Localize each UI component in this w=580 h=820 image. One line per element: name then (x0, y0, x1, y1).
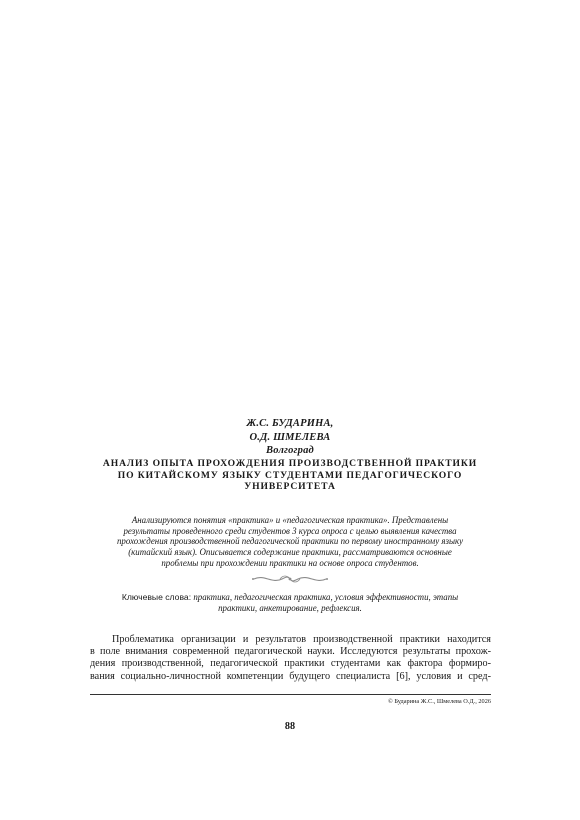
keywords-block (100, 592, 480, 613)
flourish-divider-icon (250, 572, 330, 586)
keywords-line-2: практики, анкетирование, рефлексия. (218, 602, 362, 613)
footnote-rule (90, 694, 491, 695)
copyright-notice: © Бударина Ж.С., Шмелева О.Д., 2026 (387, 698, 491, 705)
keywords-line-1: практика, педагогическая практика, условия эффективности, этапы (193, 592, 459, 602)
body-line: Проблематика организации и результатов производственной практики находится (112, 634, 491, 645)
body-line: в поле внимания современной педагогической науки. Исследуются результаты прохож- (90, 646, 491, 658)
author-city: Волгоград (266, 445, 314, 456)
body-paragraph (90, 634, 491, 683)
author-block (0, 417, 580, 458)
abstract (102, 515, 478, 569)
body-line: вания социально-личностной компетенции будущего специалиста [6], условия и сред- (90, 670, 491, 682)
author-name-2: О.Д. ШМЕЛЕВА (249, 431, 331, 443)
abstract-line: Анализируются понятия «практика» и «педагогическая практика». Представлены (131, 515, 449, 525)
body-line: дения производственной, педагогической практики студентами как фактора формиро- (90, 658, 491, 670)
title-line: УНИВЕРСИТЕТА (244, 481, 336, 492)
abstract-line: проблемы при прохождении практики на основе опроса студентов. (161, 557, 419, 568)
keywords-label: Ключевые слова: (121, 592, 192, 602)
title-line: АНАЛИЗ ОПЫТА ПРОХОЖДЕНИЯ ПРОИЗВОДСТВЕННОЙ ПРАКТИКИ (102, 458, 478, 469)
article-title (100, 458, 480, 493)
abstract-line: (китайский язык). Описывается содержание практики, рассматриваются основные (128, 547, 452, 558)
title-line: ПО КИТАЙСКОМУ ЯЗЫКУ СТУДЕНТАМИ ПЕДАГОГИЧЕСКОГО (117, 469, 463, 481)
abstract-line: прохождения производственной педагогической практики по первому иностранному языку (116, 536, 464, 547)
page-number: 88 (284, 721, 296, 732)
abstract-line: результаты проведенного среди студентов 3 курса опроса с целью выявления качества (123, 525, 457, 536)
author-name-1: Ж.С. БУДАРИНА, (246, 418, 334, 429)
